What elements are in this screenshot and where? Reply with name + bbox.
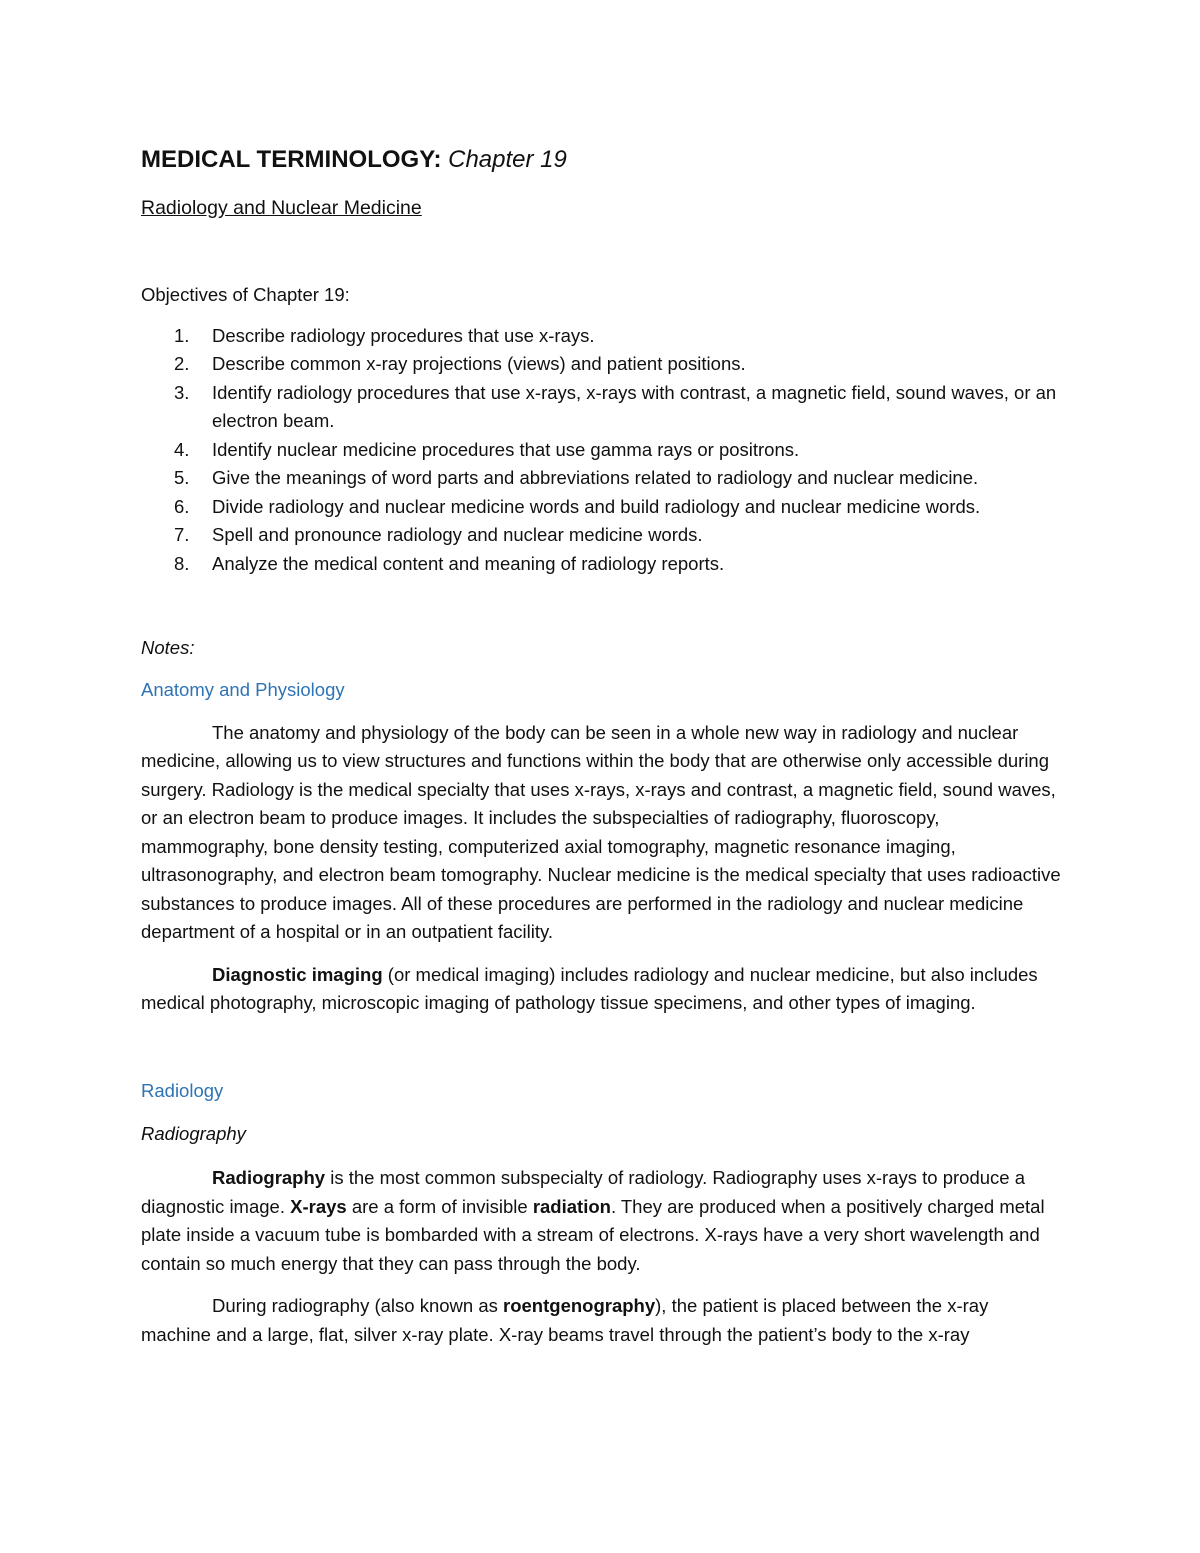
objective-text: Describe common x-ray projections (views) and patient positions. [212, 353, 746, 374]
objective-number: 3. [174, 381, 190, 403]
radiography-text-2: are a form of invisible [346, 1195, 533, 1217]
title-chapter: Chapter 19 [448, 146, 567, 173]
title-main: MEDICAL TERMINOLOGY: [141, 146, 442, 173]
radiography-para2-text-2: ), the patient is placed between the x-ray machine and a large, flat, silver x-ray plate. X-ray beams travel through the patient’s body to the x-ray [141, 1295, 989, 1345]
objective-item [141, 550, 1061, 579]
document-content [141, 142, 1061, 1349]
anatomy-paragraph-2 [141, 961, 1061, 1018]
objective-text: Divide radiology and nuclear medicine words and build radiology and nuclear medicine words. [212, 495, 981, 517]
radiography-text-3: . They are produced when a positively charged metal plate inside a vacuum tube is bombarded with a stream of electrons. X-rays have a very short wavelength and contain so much energy that they can pass through the body. [141, 1195, 1045, 1274]
objective-item [141, 464, 1061, 493]
objective-text: Identify nuclear medicine procedures that use gamma rays or positrons. [212, 438, 800, 460]
anatomy-heading: Anatomy and Physiology [141, 678, 345, 700]
objective-item [141, 436, 1061, 465]
objective-item [141, 493, 1061, 522]
term-radiation: radiation [532, 1195, 611, 1217]
objectives-list [141, 322, 1061, 579]
objective-number: 8. [174, 552, 190, 574]
anatomy-paragraph-1: The anatomy and physiology of the body can be seen in a whole new way in radiology and nuclear medicine, allowing us to view structures and functions within the body that are otherwise only accessible during surgery. Radiology is the medical specialty that uses x-rays, x-rays and contrast, a magnetic field, sound waves, or an electron beam to produce images. It includes the subspecialties of radiography, fluoroscopy, mammography, bone density testing, computerized axial tomography, magnetic resonance imaging, ultrasonography, and electron beam tomography. Nuclear medicine is the medical specialty that uses radioactive substances to produce images. All of these procedures are performed in the radiology and nuclear medicine department of a hospital or in an outpatient facility. [141, 721, 1061, 942]
objective-text: Describe radiology procedures that use x-rays. [212, 324, 595, 346]
radiography-text-1: is the most common subspecialty of radiology. Radiography uses x-rays to produce a diagnostic image. [141, 1167, 1025, 1217]
objective-number: 4. [174, 438, 190, 460]
objectives-label: Objectives of Chapter 19: [141, 284, 350, 305]
objective-item [141, 379, 1061, 436]
objective-text: Identify radiology procedures that use x-rays, x-rays with contrast, a magnetic field, sound waves, or an electron beam. [212, 381, 1057, 431]
objective-number: 2. [174, 353, 190, 374]
objective-item [141, 350, 1061, 379]
document-subtitle: Radiology and Nuclear Medicine [141, 197, 422, 219]
radiology-heading: Radiology [141, 1079, 224, 1101]
objective-number: 5. [174, 467, 190, 488]
objective-text: Analyze the medical content and meaning of radiology reports. [212, 552, 725, 574]
objective-text: Spell and pronounce radiology and nuclear medicine words. [212, 524, 703, 545]
radiography-paragraph-2 [141, 1292, 1061, 1349]
objective-number: 1. [174, 324, 190, 346]
radiography-paragraph-1 [141, 1164, 1061, 1278]
objective-item [141, 521, 1061, 550]
term-radiography: Radiography [212, 1167, 326, 1188]
document-title [141, 142, 1061, 178]
radiography-para2-text-1: During radiography (also known as [212, 1295, 504, 1316]
term-x-rays: X-rays [290, 1195, 347, 1217]
notes-label: Notes: [141, 637, 195, 658]
term-diagnostic-imaging: Diagnostic imaging [212, 963, 383, 985]
objective-number: 7. [174, 524, 190, 545]
anatomy-paragraph-2-text: (or medical imaging) includes radiology and nuclear medicine, but also includes medical photography, microscopic imaging of pathology tissue specimens, and other types of imaging. [141, 963, 1038, 1013]
objective-text: Give the meanings of word parts and abbreviations related to radiology and nuclear medicine. [212, 467, 979, 488]
objective-number: 6. [174, 495, 190, 517]
radiography-subheading: Radiography [141, 1122, 246, 1144]
objective-item [141, 322, 1061, 351]
term-roentgenography: roentgenography [503, 1295, 656, 1316]
